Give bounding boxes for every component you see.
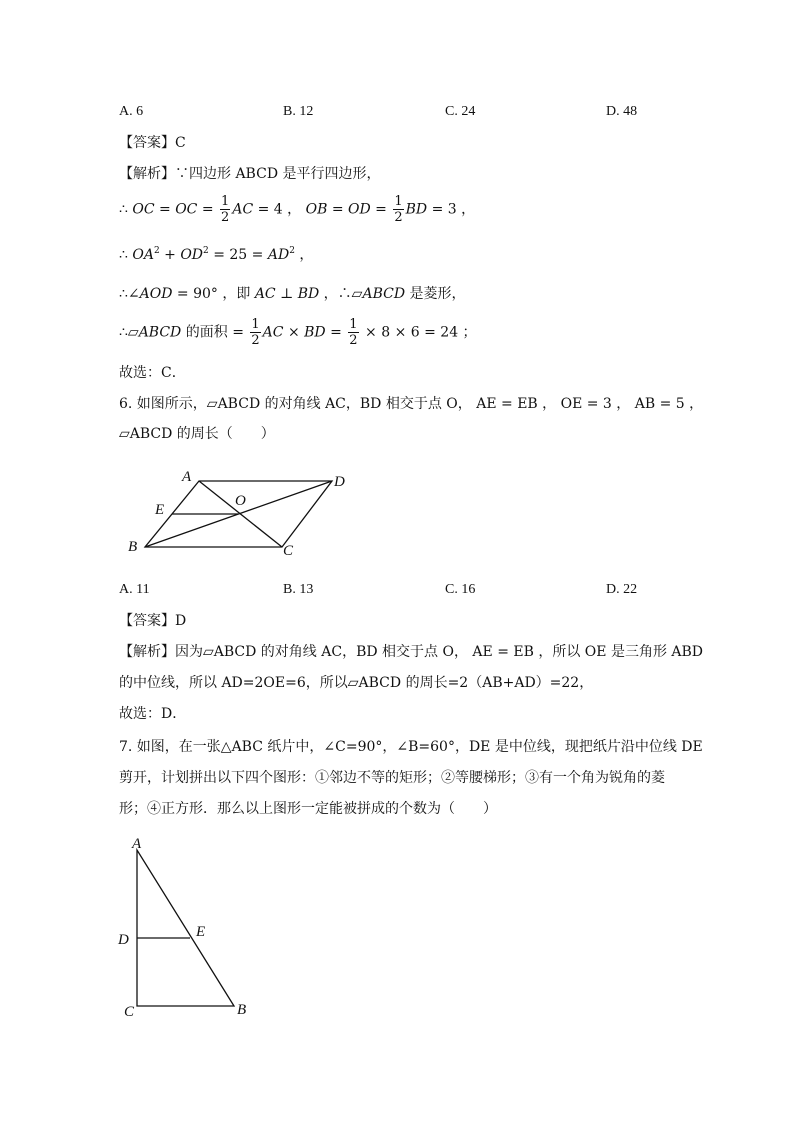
label-o: O <box>235 493 246 509</box>
q5-analysis-line4: ∴∠AOD = 90° ，即 AC ⊥ BD ，∴▱ABCD 是菱形， <box>119 286 466 302</box>
fraction-half: $\frac{1}{2}$ <box>349 317 358 348</box>
q6-stem-line1: 6. 如图所示，▱ABCD 的对角线 AC，BD 相交于点 O， AE = EB ， OE = 3 ， AB = 5 ， <box>119 396 704 412</box>
q5-analysis-line5: ∴▱ABCD 的面积 = $\frac{1}{2}$ AC × BD = $\frac{1}{2}$ × 8 × 6 = 24 ； <box>119 317 477 348</box>
q5-analysis-line2: ∴ OC = OC = $\frac{1}{2}$ AC = 4 ， OB = OD = $\frac{1}{2}$ BD = 3 ， <box>119 194 476 225</box>
q5-option-c: C. 24 <box>445 104 476 119</box>
triangle-abc <box>137 850 234 1006</box>
analysis-text: ∵四边形 ABCD 是平行四边形， <box>175 166 381 182</box>
label-d: D <box>118 932 129 948</box>
q6-analysis-line1: 【解析】因为▱ABCD 的对角线 AC，BD 相交于点 O， AE = EB ，所以 OE 是三角形 ABD <box>119 644 704 660</box>
q6-option-c: C. 16 <box>445 582 476 597</box>
q6-option-d: D. 22 <box>606 582 638 597</box>
label-c: C <box>124 1004 135 1020</box>
fraction-half: $\frac{1}{2}$ <box>221 194 230 225</box>
label-b: B <box>237 1002 247 1018</box>
q6-option-a: A. 11 <box>119 582 150 597</box>
q5-option-d: D. 48 <box>606 104 638 119</box>
q5-option-a: A. 6 <box>119 104 144 119</box>
label-b: B <box>128 539 138 555</box>
q6-parallelogram-figure <box>120 462 360 562</box>
q7-stem-line2: 剪开，计划拼出以下四个图形：①邻边不等的矩形；②等腰梯形；③有一个角为锐角的菱 <box>119 770 665 786</box>
q5-option-b: B. 12 <box>283 104 314 119</box>
q6-answer: 【答案】D <box>119 613 187 629</box>
label-e: E <box>155 502 165 518</box>
q5-analysis-line3: ∴ $OA^2 + OD^2 = 25 = AD^2$ ， <box>119 246 314 263</box>
analysis-label: 【解析】 <box>119 166 175 182</box>
label-c: C <box>283 543 294 559</box>
q7-stem-line3: 形；④正方形．那么以上图形一定能被拼成的个数为（ ） <box>119 801 497 817</box>
fraction-half: $\frac{1}{2}$ <box>394 194 403 225</box>
q6-stem-line2: ▱ABCD 的周长（ ） <box>119 426 275 442</box>
q6-choose: 故选：D． <box>119 706 187 722</box>
q5-analysis-line1 <box>119 167 381 181</box>
q6-analysis-line2: 的中位线，所以 AD=2OE=6，所以▱ABCD 的周长=2（AB+AD）=22， <box>119 675 594 691</box>
q5-choose: 故选：C． <box>119 365 186 381</box>
label-d: D <box>334 474 345 490</box>
label-a: A <box>132 836 142 852</box>
label-a: A <box>182 469 192 485</box>
fraction-half: $\frac{1}{2}$ <box>251 317 260 348</box>
q7-stem-line1: 7. 如图，在一张△ABC 纸片中，∠C=90°，∠B=60°，DE 是中位线，现把纸片沿中位线 DE <box>119 739 703 755</box>
q7-triangle-figure <box>110 830 270 1025</box>
label-e: E <box>196 924 206 940</box>
q6-option-b: B. 13 <box>283 582 314 597</box>
q5-answer: 【答案】C <box>119 135 186 151</box>
